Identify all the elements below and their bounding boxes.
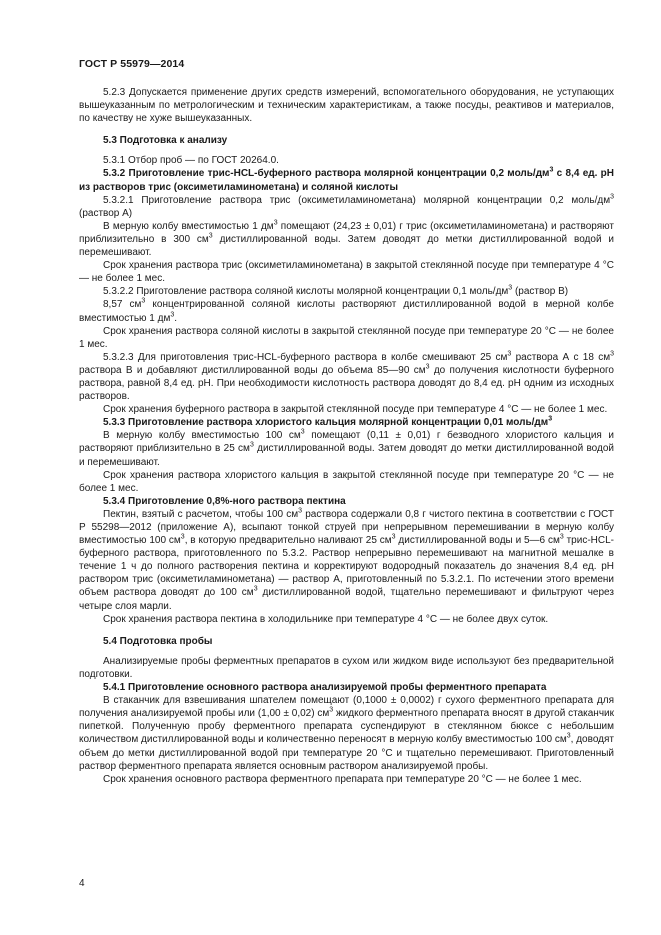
paragraph-hcl-storage: Срок хранения раствора соляной кислоты в закрытой стеклянной посуде при температуре 20 °С — не более 1 мес. xyxy=(79,325,614,350)
subsection-heading-5-4-1: 5.4.1 Приготовление основного раствора анализируемой пробы ферментного препарата xyxy=(103,682,547,694)
section-heading-5-3: 5.3 Подготовка к анализу xyxy=(103,135,228,147)
paragraph-sample-preparation: В стаканчик для взвешивания шпателем помещают (0,1000 ± 0,0002) г сухого ферментного препарата для получения анализируемой пробы или (1,00 ± 0,02) $см^3$ жидкого ферментного препарата вносят в другой стаканчик пипеткой. Полученную пробу ферментного препарата суспендируют в стеклянном бюксе с небольшим количеством дистиллированной воды и количественно переносят в мерную колбу вместимостью 100 $см^3$, доводят объем до метки дистиллированной водой при температуре 20 °С и тщательно перемешивают. Приготовленный раствор ферментного препарата является основным раствором анализируемой пробы. xyxy=(79,695,615,772)
paragraph-pectin-storage: Срок хранения раствора пектина в холодильнике при температуре 4 °С — не более двух суток. xyxy=(103,613,549,625)
paragraph-5-3-2-3: 5.3.2.3 Для приготовления трис-HCL-буферного раствора в колбе смешивают 25 $см^3$ раствора А с 18 $см^3$ раствора В и добавляют дистиллированной воды до объема 85—90 $см^3$ до получения кислотности буферного раствора, равной 8,4 ед. рН. При необходимости кислотность раствора доводят до 8,4 ед. рН одним из исходных растворов. xyxy=(79,350,614,403)
paragraph-5-2-3: 5.2.3 Допускается применение других средств измерений, вспомогательного оборудования, не уступающих вышеуказанным по метрологическим и техническим характеристикам, а также посуды, реактивов и материалов, по качеству не хуже вышеуказанных. xyxy=(79,87,614,125)
paragraph-sample-storage: Срок хранения основного раствора ферментного препарата при температуре 20 °С — не более 1 мес. xyxy=(103,773,582,785)
paragraph-cacl2-preparation: В мерную колбу вместимостью 100 $см^3$ помещают (0,11 ± 0,01) г безводного хлористого кальция и растворяют приблизительно в 25 $см^3$ дистиллированной воды. Затем доводят до метки дистиллированной водой и перемешивают. xyxy=(79,429,614,468)
paragraph-tris-storage: Срок хранения раствора трис (оксиметиламинометана) в закрытой стеклянной посуде при температуре 4 °С — не более 1 мес. xyxy=(79,260,614,285)
subsection-heading-5-3-3: 5.3.3 Приготовление раствора хлористого кальция молярной концентрации 0,01 моль/$дм^3$ xyxy=(103,415,553,429)
paragraph-hcl-preparation: 8,57 $см^3$ концентрированной соляной кислоты растворяют дистиллированной водой в мерной колбе вместимостью 1 $дм^3$. xyxy=(79,298,614,324)
paragraph-5-3-2-1: 5.3.2.1 Приготовление раствора трис (оксиметиламинометана) молярной концентрации 0,2 моль/$дм^3$ (раствор А) xyxy=(79,193,614,219)
document-body xyxy=(79,86,614,786)
section-heading-5-4: 5.4 Подготовка пробы xyxy=(103,635,213,647)
paragraph-buffer-storage: Срок хранения буферного раствора в закрытой стеклянной посуде при температуре 4 °С — не более 1 мес. xyxy=(103,404,608,416)
paragraph-5-4-intro: Анализируемые пробы ферментных препаратов в сухом или жидком виде используют без предварительной подготовки. xyxy=(79,655,614,680)
subsection-heading-5-3-2: 5.3.2 Приготовление трис-HCL-буферного раствора молярной концентрации 0,2 моль/$дм^3$ с 8,4 ед. рН из растворов трис (оксиметиламинометана) и соляной кислоты xyxy=(79,167,615,193)
page-header: ГОСТ Р 55979—2014 xyxy=(79,58,185,70)
paragraph-5-3-1: 5.3.1 Отбор проб — по ГОСТ 20264.0. xyxy=(103,155,279,167)
subsection-heading-5-3-4: 5.3.4 Приготовление 0,8%-ного раствора пектина xyxy=(103,495,346,507)
paragraph-pectin-preparation: Пектин, взятый с расчетом, чтобы 100 $см^3$ раствора содержали 0,8 г чистого пектина в соответствии с ГОСТ Р 55298—2012 (приложение А), всыпают тонкой струей при непрерывном перемешивании в мерную колбу вместимостью 100 $см^3$, в которую предварительно наливают 25 $см^3$ дистиллированной воды и 5—6 $см^3$ трис-HCL-буферного раствора, приготовленного по 5.3.2. Раствор непрерывно перемешивают на магнитной мешалке в течение 1 ч до полного растворения пектина и корректируют водородный показатель до значения 8,4 ед. рН раствором трис (оксиметиламинометана) — раствор А, приготовленный по 5.3.2.1. По истечении этого времени объем раствора доводят до 100 $см^3$ дистиллированной водой, тщательно перемешивают и фильтруют через четыре слоя марли. xyxy=(79,507,614,612)
paragraph-5-3-2-2: 5.3.2.2 Приготовление раствора соляной кислоты молярной концентрации 0,1 моль/$дм^3$ (раствор В) xyxy=(103,284,569,298)
page-number: 4 xyxy=(79,878,85,889)
paragraph-cacl2-storage: Срок хранения раствора хлористого кальция в закрытой стеклянной посуде при температуре 20 °С — не более 1 мес. xyxy=(79,469,614,494)
paragraph-tris-preparation: В мерную колбу вместимостью 1 $дм^3$ помещают (24,23 ± 0,01) г трис (оксиметиламинометана) и растворяют приблизительно в 300 $см^3$ дистиллированной воды. Затем доводят до метки дистиллированной водой и перемешивают. xyxy=(79,219,614,259)
